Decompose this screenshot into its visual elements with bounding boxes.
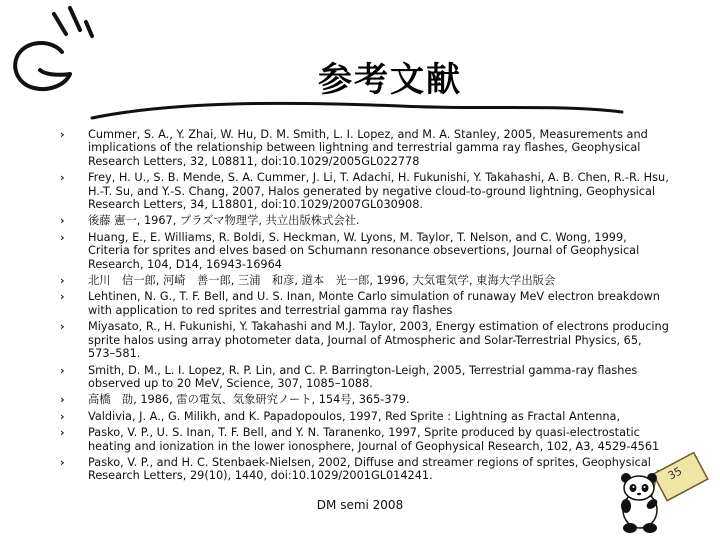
reference-text: Smith, D. M., L. I. Lopez, R. P. Lin, and C. P. Barrington-Leigh, 2005, Terrestrial gamma-ray flashes observed up to 20 MeV, Science, 307, 1085–1088. bbox=[88, 363, 638, 390]
bullet-icon: › bbox=[60, 290, 65, 304]
page-number: 35 bbox=[665, 464, 685, 483]
reference-text: 高橋 劭, 1986, 雷の電気、気象研究ノート, 154号, 365-379. bbox=[88, 393, 410, 407]
bullet-icon: › bbox=[60, 214, 65, 228]
list-item bbox=[60, 214, 672, 227]
list-item bbox=[60, 426, 672, 453]
bullet-icon: › bbox=[60, 409, 65, 423]
reference-text: 北川 信一郎, 河崎 善一郎, 三浦 和彦, 道本 光一郎, 1996, 大気電気学, 東海大学出版会 bbox=[88, 274, 556, 288]
bullet-icon: › bbox=[60, 171, 65, 185]
reference-text: Cummer, S. A., Y. Zhai, W. Hu, D. M. Smith, L. I. Lopez, and M. A. Stanley, 2005, Measurements and implications of the relationship between lightning and terrestrial gamma ray flashes, Geophysical Research Letters, 32, L08811, doi:10.1029/2005GL022778 bbox=[88, 128, 648, 168]
reference-text: Valdivia, J. A., G. Milikh, and K. Papadopoulos, 1997, Red Sprite : Lightning as Fractal Antenna, bbox=[88, 409, 621, 423]
list-item bbox=[60, 364, 672, 391]
bullet-icon: › bbox=[60, 455, 65, 469]
reference-text: Pasko, V. P., U. S. Inan, T. F. Bell, and Y. N. Taranenko, 1997, Sprite produced by quasi-electrostatic heating and ionization in the lower ionosphere, Journal of Geophysical Research, 102, A3, 4529-4561 bbox=[88, 426, 660, 453]
reference-text: Pasko, V. P., and H. C. Stenbaek-Nielsen, 2002, Diffuse and streamer regions of sprites, Geophysical Research Letters, 29(10), 1440, doi:10.1029/2001GL014241. bbox=[88, 455, 651, 483]
list-item bbox=[60, 320, 672, 360]
list-item bbox=[60, 393, 672, 406]
list-item bbox=[60, 171, 672, 211]
title-underline bbox=[0, 0, 720, 130]
bullet-icon: › bbox=[60, 393, 65, 407]
list-item bbox=[60, 290, 672, 317]
list-item bbox=[60, 410, 672, 423]
list-item bbox=[60, 128, 672, 168]
reference-text: Lehtinen, N. G., T. F. Bell, and U. S. Inan, Monte Carlo simulation of runaway MeV electron breakdown with application to red sprites and terrestrial gamma ray flashes bbox=[88, 290, 660, 317]
bullet-icon: › bbox=[60, 320, 65, 334]
reference-text: Miyasato, R., H. Fukunishi, Y. Takahashi and M.J. Taylor, 2003, Energy estimation of electrons producing sprite halos using array photometer data, Journal of Atmospheric and Solar-Terrestrial Physics, 65, 573–581. bbox=[88, 320, 669, 361]
bullet-icon: › bbox=[60, 426, 65, 440]
bullet-icon: › bbox=[60, 230, 65, 244]
list-item bbox=[60, 231, 672, 271]
list-item bbox=[60, 456, 672, 483]
bullet-icon: › bbox=[60, 128, 65, 141]
reference-list bbox=[60, 128, 672, 486]
reference-text: 後藤 憲一, 1967, プラズマ物理学, 共立出版株式会社. bbox=[88, 214, 360, 228]
bullet-icon: › bbox=[60, 363, 65, 377]
list-item bbox=[60, 274, 672, 287]
page-title: 参考文献 bbox=[318, 60, 462, 100]
bullet-icon: › bbox=[60, 274, 65, 288]
footer-text: DM semi 2008 bbox=[316, 498, 404, 512]
panda-holding-sign-icon bbox=[618, 448, 718, 538]
reference-text: Huang, E., E. Williams, R. Boldi, S. Heckman, W. Lyons, M. Taylor, T. Nelson, and C. Wong, 1999, Criteria for sprites and elves based on Schumann resonance obsevertions, Journal of Geophysical Research, 104, D14, 16943-16964 bbox=[88, 230, 640, 271]
reference-text: Frey, H. U., S. B. Mende, S. A. Cummer, J. Li, T. Adachi, H. Fukunishi, Y. Takahashi, A. B. Chen, R.-R. Hsu, H.-T. Su, and Y.-S. Chang, 2007, Halos generated by negative cloud-to-ground lightning, Geophysical Research Letters, 34, L18801, doi:10.1029/2007GL030908. bbox=[88, 171, 669, 212]
